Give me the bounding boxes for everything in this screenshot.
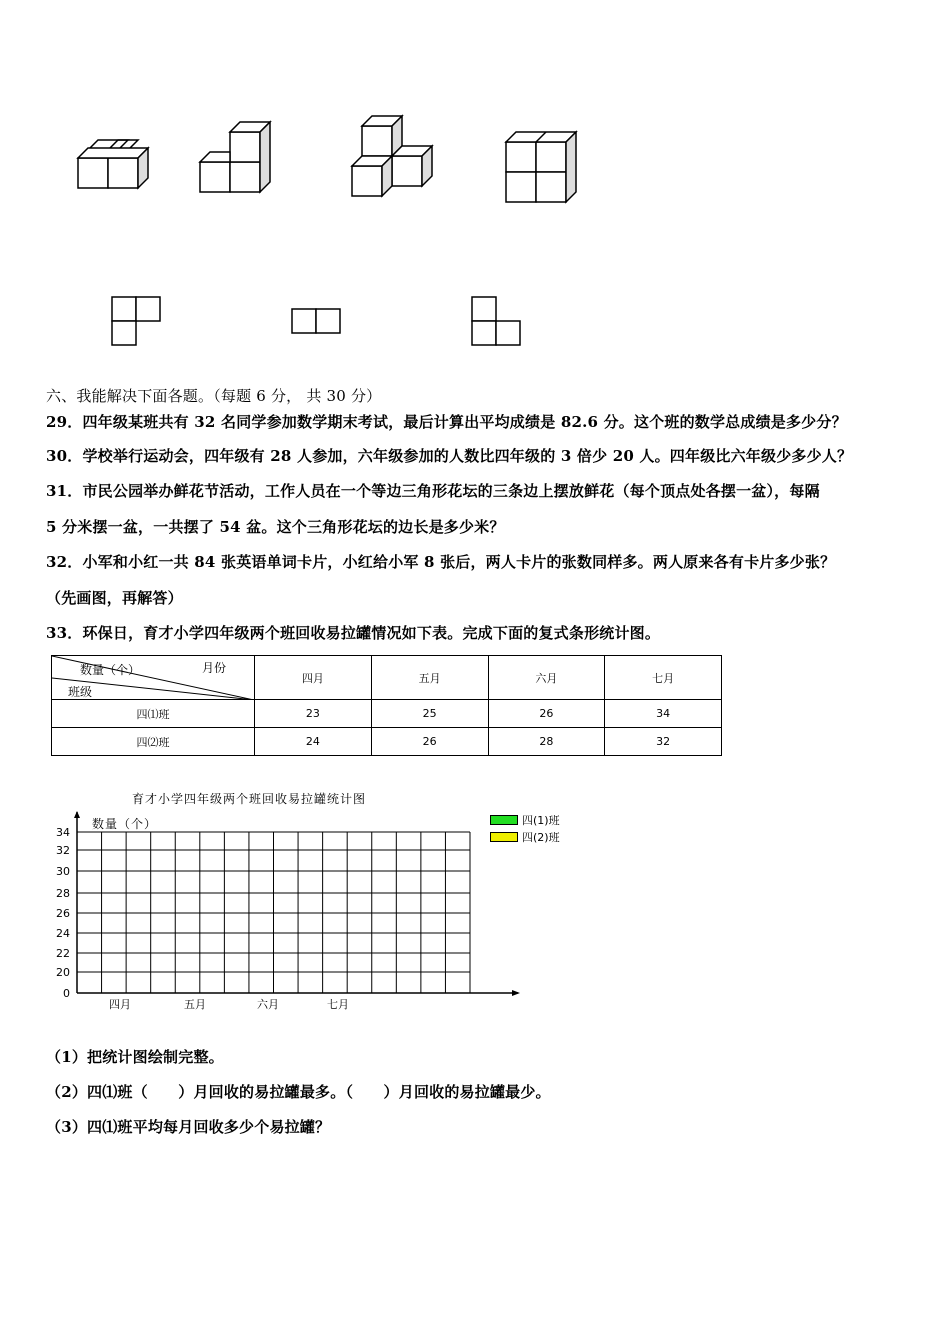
table-cell: 23 bbox=[255, 700, 372, 728]
table-corner-cell bbox=[52, 656, 255, 700]
table-cell: 34 bbox=[605, 700, 722, 728]
question-33: 33．环保日，育才小学四年级两个班回收易拉罐情况如下表。完成下面的复式条形统计图。 bbox=[46, 624, 661, 642]
corner-month-label: 月份 bbox=[202, 661, 227, 675]
view-figure-1 bbox=[112, 297, 160, 345]
y-tick-label: 0 bbox=[63, 987, 70, 1000]
y-tick-label: 30 bbox=[56, 865, 70, 878]
table-header-month: 七月 bbox=[605, 656, 722, 700]
y-tick-label: 28 bbox=[56, 887, 70, 900]
table-header-month: 四月 bbox=[255, 656, 372, 700]
y-tick-label: 26 bbox=[56, 907, 70, 920]
x-axis-arrow bbox=[512, 990, 520, 996]
cube-figure-4 bbox=[506, 132, 576, 202]
table-row bbox=[52, 728, 722, 756]
table-cell: 32 bbox=[605, 728, 722, 756]
sub-question-1: （1）把统计图绘制完整。 bbox=[46, 1048, 224, 1066]
data-table bbox=[51, 655, 722, 756]
sub-question-3: （3）四⑴班平均每月回收多少个易拉罐？ bbox=[46, 1118, 331, 1136]
question-30: 30．学校举行运动会，四年级有 28 人参加，六年级参加的人数比四年级的 3 倍少 20 人。四年级比六年级少多少人？ bbox=[46, 447, 853, 465]
sub-question-2: （2）四⑴班（ ）月回收的易拉罐最多。（ ）月回收的易拉罐最少。 bbox=[46, 1083, 551, 1101]
table-cell: 26 bbox=[371, 728, 488, 756]
chart-grid bbox=[40, 810, 530, 1020]
table-cell: 26 bbox=[488, 700, 605, 728]
cube-figure-1 bbox=[78, 140, 148, 188]
table-row bbox=[52, 700, 722, 728]
table-cell: 25 bbox=[371, 700, 488, 728]
question-29: 29．四年级某班共有 32 名同学参加数学期末考试，最后计算出平均成绩是 82.6 分。这个班的数学总成绩是多少分？ bbox=[46, 413, 847, 431]
legend-label: 四(1)班 bbox=[522, 814, 560, 827]
x-category-label: 七月 bbox=[327, 998, 349, 1011]
question-31-line-2: 5 分米摆一盆，一共摆了 54 盆。这个三角形花坛的边长是多少米？ bbox=[46, 518, 505, 536]
table-cell: 24 bbox=[255, 728, 372, 756]
question-31-line-1: 31．市民公园举办鲜花节活动，工作人员在一个等边三角形花坛的三条边上摆放鲜花（每个顶点处各摆一盆），每隔 bbox=[46, 482, 820, 500]
y-tick-label: 24 bbox=[56, 927, 70, 940]
chart-title: 育才小学四年级两个班回收易拉罐统计图 bbox=[132, 792, 367, 806]
y-tick-label: 34 bbox=[56, 826, 70, 839]
cube-figures bbox=[60, 110, 600, 210]
x-category-label: 五月 bbox=[184, 998, 206, 1011]
view-figure-3 bbox=[472, 297, 520, 345]
x-category-label: 六月 bbox=[257, 998, 279, 1011]
question-32-line-1: 32．小军和小红一共 84 张英语单词卡片，小红给小军 8 张后，两人卡片的张数同样多。两人原来各有卡片多少张？ bbox=[46, 553, 836, 571]
table-row-label: 四⑴班 bbox=[52, 700, 255, 728]
table-header-month: 五月 bbox=[371, 656, 488, 700]
y-tick-label: 22 bbox=[56, 947, 70, 960]
view-figure-2 bbox=[292, 309, 340, 333]
chart-ylabel: 数量（个） bbox=[92, 817, 158, 831]
legend-label: 四(2)班 bbox=[522, 831, 560, 844]
table-header-month: 六月 bbox=[488, 656, 605, 700]
x-category-label: 四月 bbox=[109, 998, 131, 1011]
cube-figure-3 bbox=[352, 116, 432, 196]
cube-figure-2 bbox=[200, 122, 270, 192]
question-32-line-2: （先画图，再解答） bbox=[46, 589, 183, 607]
table-row-label: 四⑵班 bbox=[52, 728, 255, 756]
corner-class-label: 班级 bbox=[68, 685, 93, 699]
corner-quantity-label: 数量（个） bbox=[80, 663, 141, 677]
y-axis-arrow bbox=[74, 811, 80, 818]
section-title: 六、我能解决下面各题。（每题 6 分， 共 30 分） bbox=[46, 387, 382, 405]
table-cell: 28 bbox=[488, 728, 605, 756]
y-tick-label: 32 bbox=[56, 844, 70, 857]
view-figures bbox=[100, 290, 540, 350]
y-tick-label: 20 bbox=[56, 966, 70, 979]
